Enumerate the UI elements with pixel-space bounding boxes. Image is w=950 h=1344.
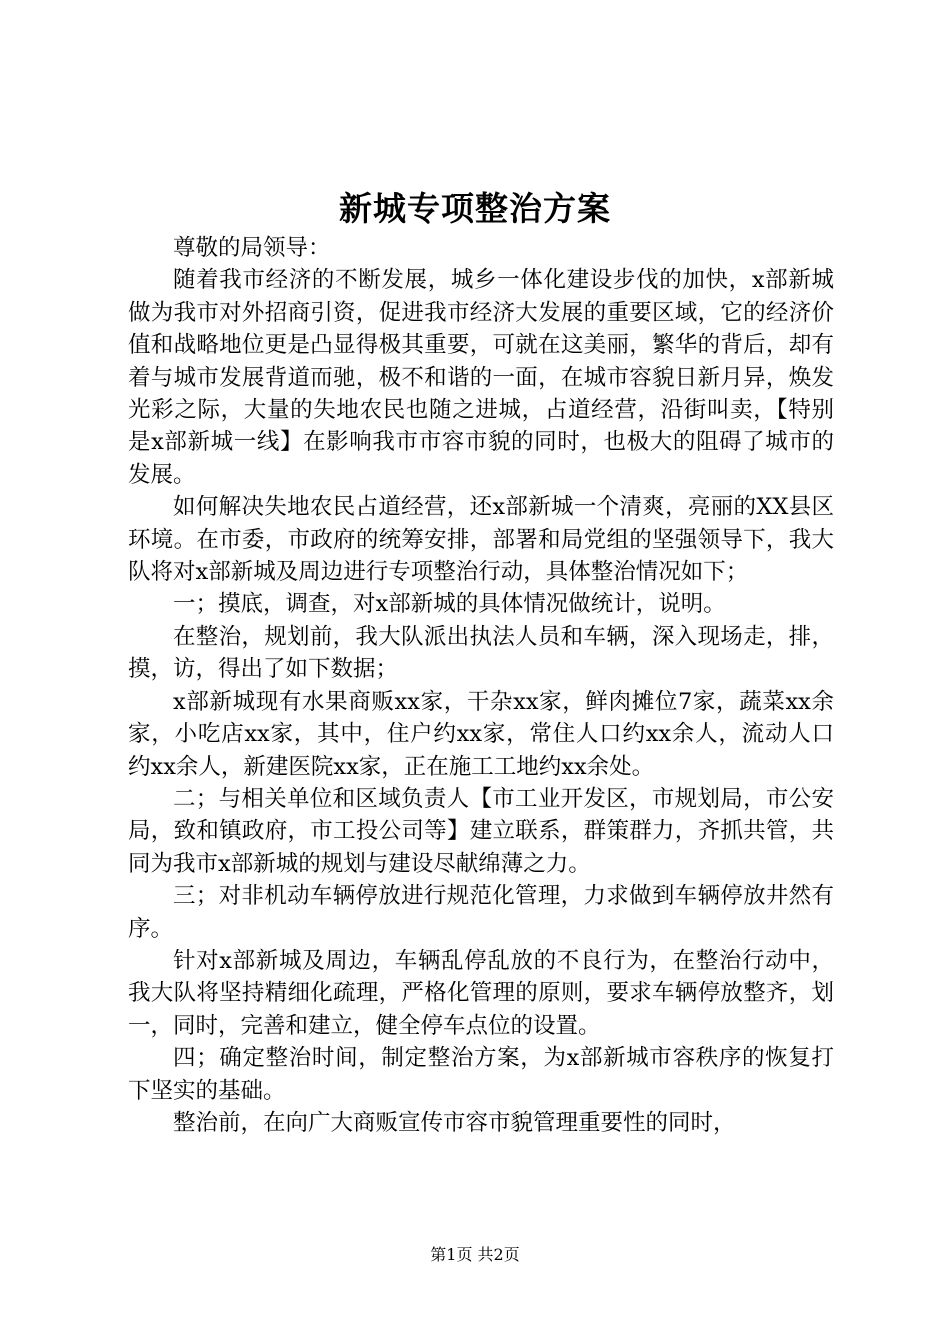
paragraph: 随着我市经济的不断发展，城乡一体化建设步伐的加快，x部新城做为我市对外招商引资，促进我市经济大发展的重要区域，它的经济价值和战略地位更是凸显得极其重要，可就在这美丽，繁华的背后，却有着与城市发展背道而驰，极不和谐的一面，在城市容貌日新月异，焕发光彩之际，大量的失地农民也随之进城，占道经营，沿街叫卖，【特别是x部新城一线】在影响我市市容市貌的同时，也极大的阻碍了城市的发展。 bbox=[128, 267, 834, 488]
section-heading: 三；对非机动车辆停放进行规范化管理，力求做到车辆停放井然有序。 bbox=[128, 883, 834, 942]
paragraph: 在整治，规划前，我大队派出执法人员和车辆，深入现场走，排，摸，访，得出了如下数据； bbox=[128, 623, 834, 683]
paragraph: 整治前，在向广大商贩宣传市容市貌管理重要性的同时， bbox=[173, 1109, 736, 1136]
paragraph: 如何解决失地农民占道经营，还x部新城一个清爽，亮丽的XX县区环境。在市委，市政府的统筹安排，部署和局党组的坚强领导下，我大队将对x部新城及周边进行专项整治行动，具体整治情况如下； bbox=[128, 494, 834, 586]
section-heading: 四；确定整治时间，制定整治方案，为x部新城市容秩序的恢复打下坚实的基础。 bbox=[128, 1045, 834, 1104]
section-heading: 一；摸底，调查，对x部新城的具体情况做统计，说明。 bbox=[173, 591, 726, 618]
salutation: 尊敬的局领导： bbox=[173, 235, 331, 261]
section-heading: 二；与相关单位和区域负责人【市工业开发区，市规划局，市公安局，致和镇政府，市工投公司等】建立联系，群策群力，齐抓共管，共同为我市x部新城的规划与建设尽献绵薄之力。 bbox=[128, 785, 834, 877]
page-footer: 第1页 共2页 bbox=[430, 1245, 520, 1264]
paragraph: 针对x部新城及周边，车辆乱停乱放的不良行为，在整治行动中，我大队将坚持精细化疏理，严格化管理的原则，要求车辆停放整齐，划一，同时，完善和建立，健全停车点位的设置。 bbox=[128, 947, 834, 1039]
paragraph: x部新城现有水果商贩xx家，干杂xx家，鲜肉摊位7家，蔬菜xx余家，小吃店xx家，其中，住户约xx家，常住人口约xx余人，流动人口约xx余人，新建医院xx家，正在施工工地约xx余处。 bbox=[128, 688, 834, 780]
document-body bbox=[128, 232, 834, 1139]
document-title: 新城专项整治方案 bbox=[339, 189, 611, 228]
